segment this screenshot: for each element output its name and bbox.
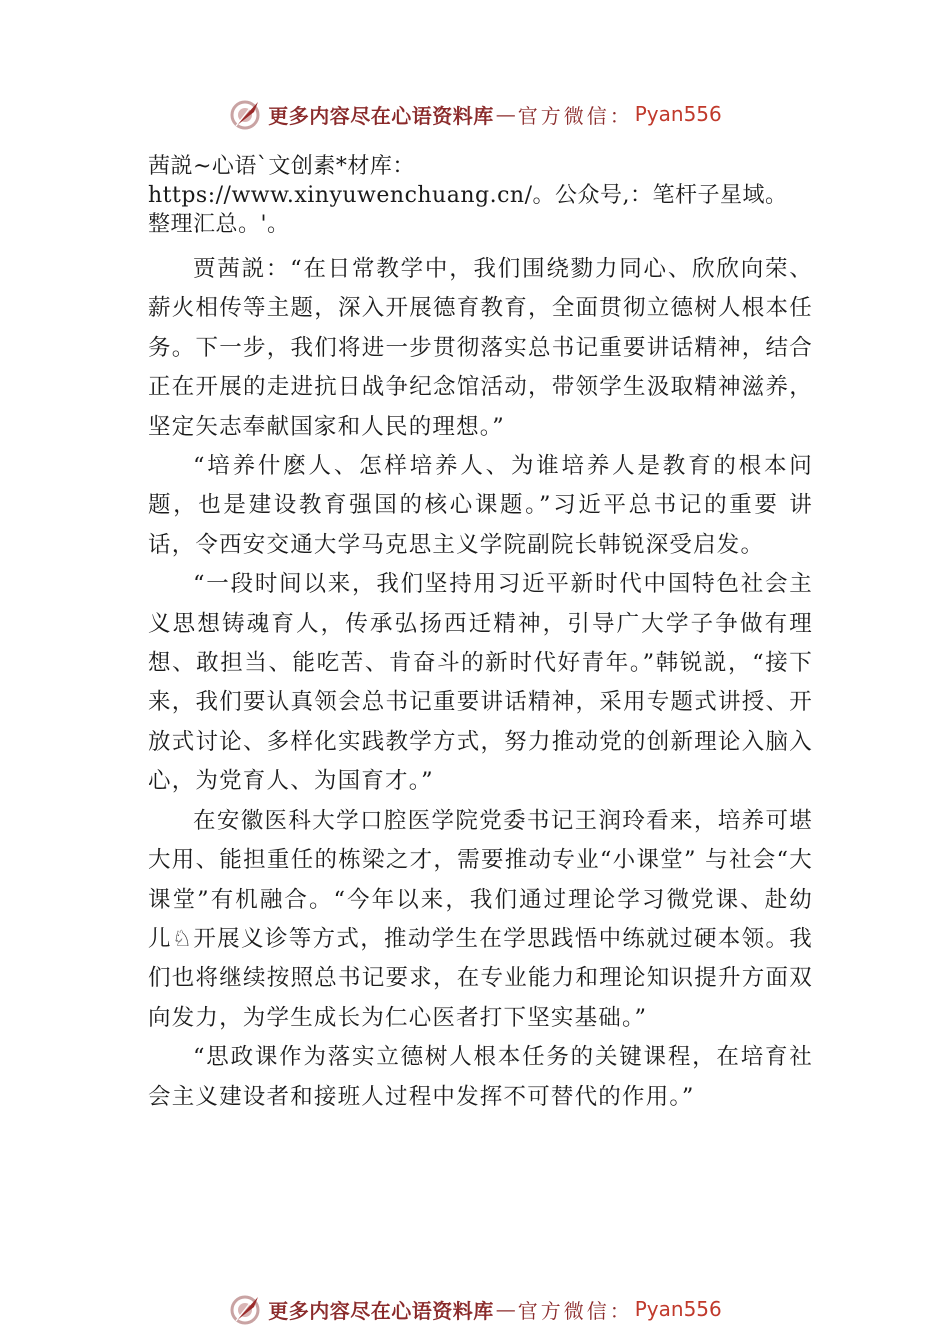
- banner-dash: —: [495, 102, 516, 126]
- wechat-label: 官方微信：: [517, 103, 633, 128]
- brand-name: 更多内容尽在心语资料库: [268, 1298, 494, 1323]
- paragraph-5: “思政课作为落实立德树人根本任务的关键课程，在培育社会主义建设者和接班人过程中发挥不可替代的作用。”: [148, 1044, 813, 1110]
- wechat-id: Pyan556: [634, 102, 722, 126]
- brand-name: 更多内容尽在心语资料库: [268, 103, 494, 128]
- header-banner: [0, 92, 950, 136]
- wechat-id: Pyan556: [634, 1297, 722, 1321]
- paragraph-3: “一段时间以来，我们坚持用习近平新时代中国特色社会主义思想铸魂育人，传承弘扬西迁精神，引导广大学子争做有理想、敢担当、能吃苦、肯奋斗的新时代好青年。”韩锐説，“接下来，我们要认真领会总书记重要讲话精神，采用专题式讲授、开放式讨论、多样化实践教学方式，努力推动党的创新理论入脑入心，为党育人、为国育才。”: [148, 571, 813, 795]
- paragraph-1: 贾茜説：“在日常教学中，我们围绕勠力同心、欣欣向荣、薪火相传等主题，深入开展德育教育，全面贯彻立德树人根本任务。下一步，我们将进一步贯彻落实总书记重要讲话精神，结合正在开展的走进抗日战争纪念馆活动，带领学生汲取精神滋养，坚定矢志奉献国家和人民的理想。”: [148, 256, 813, 440]
- banner-dash: —: [495, 1297, 516, 1321]
- quill-logo-icon: [228, 1291, 264, 1327]
- wechat-label: 官方微信：: [517, 1298, 633, 1323]
- article-body: [148, 250, 813, 1117]
- source-note: 茜説~心语`文创素*材库：https://www.xinyuwenchuang.cn/。公众号,：笔杆子星域。整理汇总。'。: [148, 154, 788, 237]
- paragraph-4: 在安徽医科大学口腔医学院党委书记王润玲看来，培养可堪大用、能担重任的栋梁之才，需要推动专业“小课堂” 与社会“大课堂”有机融合。“今年以来，我们通过理论学习微党课、赴幼儿♘开展义诊等方式，推动学生在学思践悟中练就过硬本领。我们也将继续按照总书记要求，在专业能力和理论知识提升方面双向发力，为学生成长为仁心医者打下坚实基础。”: [148, 807, 813, 1031]
- quill-logo-icon: [228, 96, 264, 132]
- paragraph-2: “培养什麽人、怎样培养人、为谁培养人是教育的根本问题，也是建设教育强国的核心课题。”习近平总书记的重要 讲话，令西安交通大学马克思主义学院副院长韩锐深受启发。: [148, 453, 813, 558]
- footer-banner: [0, 1287, 950, 1331]
